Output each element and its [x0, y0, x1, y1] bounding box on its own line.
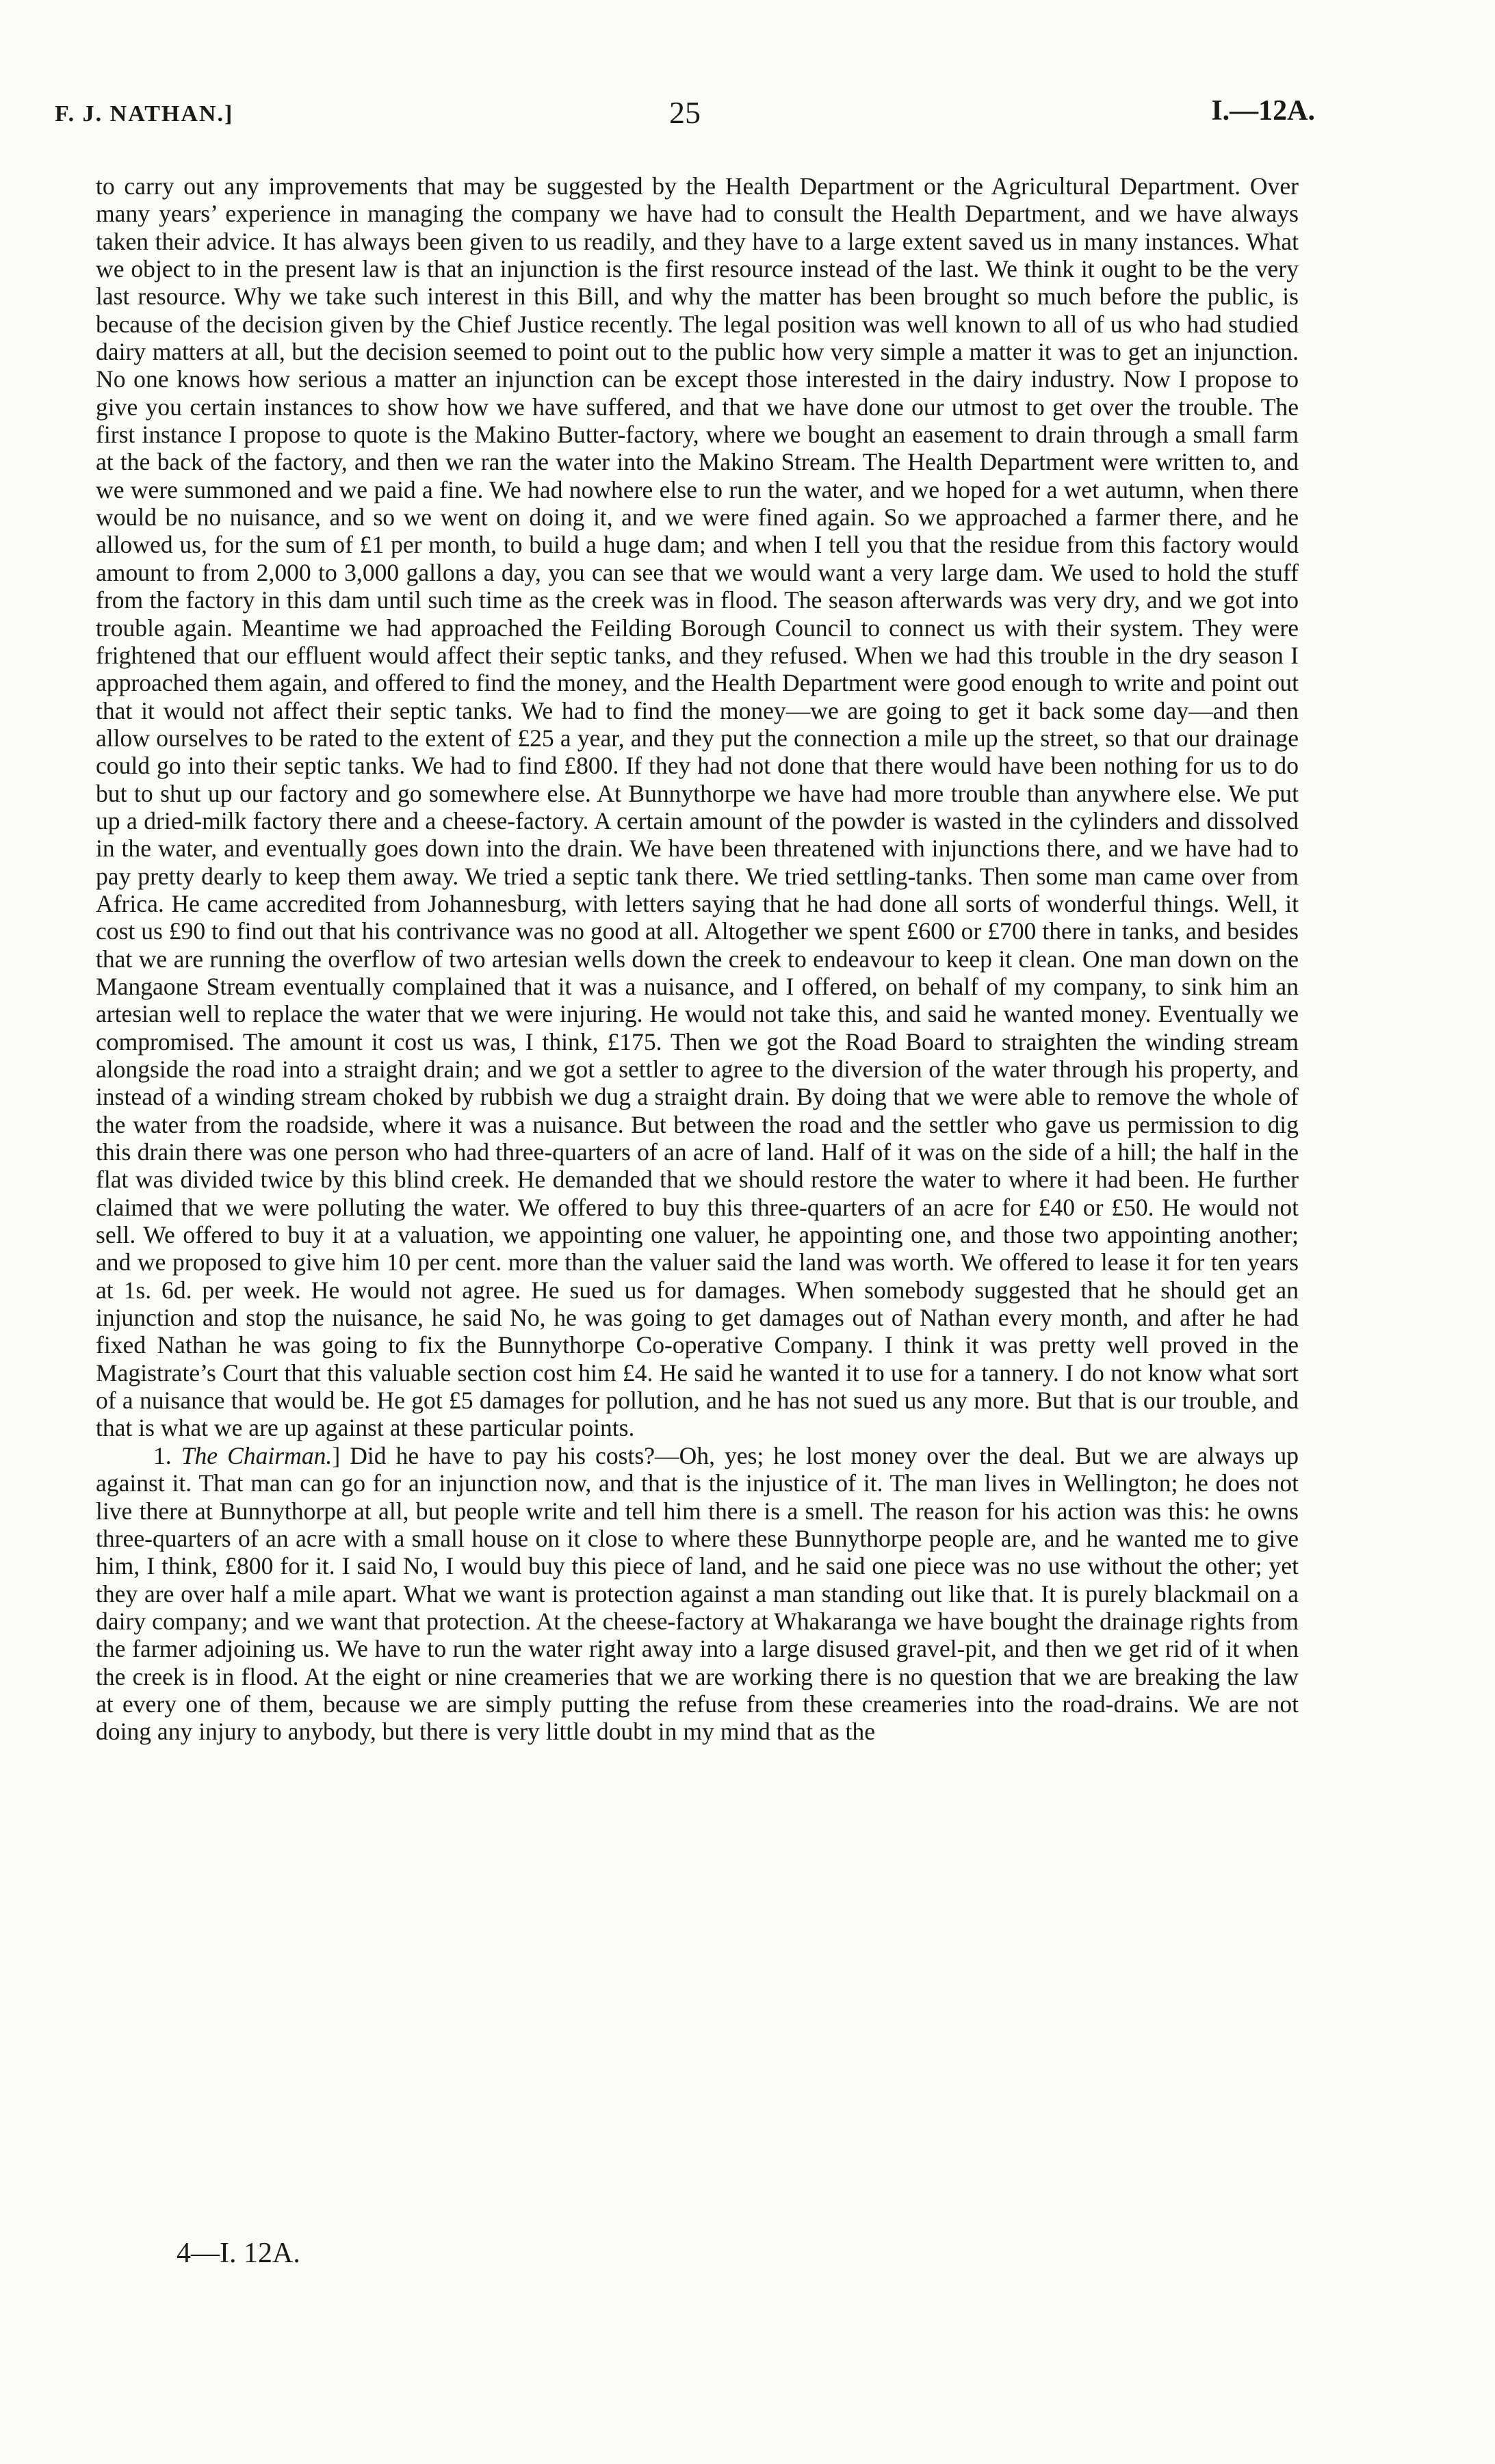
paragraph-continuation: to carry out any improvements that may be suggested by the Health Department or the Agricultural Department. Over many years’ experience in managing the company we have had to consult the Health Department, and we have always taken their advice. It has always been given to us readily, and they have to a large extent saved us in many instances. What we object to in the present law is that an injunction is the first resource instead of the last. We think it ought to be the very last resource. Why we take such interest in this Bill, and why the matter has been brought so much before the public, is because of the decision given by the Chief Justice recently. The legal position was well known to all of us who had studied dairy matters at all, but the decision seemed to point out to the public how very simple a matter it was to get an injunction. No one knows how serious a matter an injunction can be except those interested in the dairy industry. Now I propose to give you certain instances to show how we have suffered, and that we have done our utmost to get over the trouble. The first instance I propose to quote is the Makino Butter-factory, where we bought an easement to drain through a small farm at the back of the factory, and then we ran the water into the Makino Stream. The Health Department were written to, and we were summoned and we paid a fine. We had nowhere else to run the water, and we hoped for a wet autumn, when there would be no nuisance, and so we went on doing it, and we were fined again. So we approached a farmer there, and he allowed us, for the sum of £1 per month, to build a huge dam; and when I tell you that the residue from this factory would amount to from 2,000 to 3,000 gallons a day, you can see that we would want a very large dam. We used to hold the stuff from the factory in this dam until such time as the creek was in flood. The season afterwards was very dry, and we got into trouble again. Meantime we had approached the Feilding Borough Council to connect us with their system. They were frightened that our effluent would affect their septic tanks, and they refused. When we had this trouble in the dry season I approached them again, and offered to find the money, and the Health Department were good enough to write and point out that it would not affect their septic tanks. We had to find the money—we are going to get it back some day—and then allow ourselves to be rated to the extent of £25 a year, and they put the connection a mile up the street, so that our drainage could go into their septic tanks. We had to find £800. If they had not done that there would have been nothing for us to do but to shut up our factory and go somewhere else. At Bunnythorpe we have had more trouble than anywhere else. We put up a dried-milk factory there and a cheese-factory. A certain amount of the powder is wasted in the cylinders and dissolved in the water, and eventually goes down into the drain. We have been threatened with injunctions there, and we have had to pay pretty dearly to keep them away. We tried a septic tank there. We tried settling-tanks. Then some man came over from Africa. He came accredited from Johannesburg, with letters saying that he had done all sorts of wonderful things. Well, it cost us £90 to find out that his contrivance was no good at all. Altogether we spent £600 or £700 there in tanks, and besides that we are running the overflow of two artesian wells down the creek to endeavour to keep it clean. One man down on the Mangaone Stream eventually complained that it was a nuisance, and I offered, on behalf of my company, to sink him an artesian well to replace the water that we were injuring. He would not take this, and said he wanted money. Eventually we compromised. The amount it cost us was, I think, £175. Then we got the Road Board to straighten the winding stream alongside the road into a straight drain; and we got a settler to agree to the diversion of the water through his property, and instead of a winding stream choked by rubbish we dug a straight drain. By doing that we were able to remove the whole of the water from the roadside, where it was a nuisance. But between the road and the settler who gave us permission to dig this drain there was one person who had three-quarters of an acre of land. Half of it was on the side of a hill; the half in the flat was divided twice by this blind creek. He demanded that we should restore the water to where it had been. He further claimed that we were polluting the water. We offered to buy this three-quarters of an acre for £40 or £50. He would not sell. We offered to buy it at a valuation, we appointing one valuer, he appointing one, and those two appointing another; and we proposed to give him 10 per cent. more than the valuer said the land was worth. We offered to lease it for ten years at 1s. 6d. per week. He would not agree. He sued us for damages. When somebody suggested that he should get an injunction and stop the nuisance, he said No, he was going to get damages out of Nathan every month, and after he had fixed Nathan he was going to fix the Bunnythorpe Co-operative Company. I think it was pretty well proved in the Magistrate’s Court that this valuable section cost him £4. He said he wanted it to use for a tannery. I do not know what sort of a nuisance that would be. He got £5 damages for pollution, and he has not sued us any more. But that is our trouble, and that is what we are up against at these particular points. — [96, 172, 1299, 1442]
page-header — [55, 94, 1315, 142]
header-paper-reference: I.—12A. — [1211, 95, 1315, 127]
page-footer-signature: 4—I. 12A. — [177, 2238, 300, 2269]
question-answer-text: ] Did he have to pay his costs?—Oh, yes; he lost money over the deal. But we are always up against it. That man can go for an injunction now, and that is the injustice of it. The man lives in Wellington; he does not live there at Bunnythorpe at all, but people write and tell him there is a smell. The reason for his action was this: he owns three-quarters of an acre with a small house on it close to where these Bunnythorpe people are, and he wanted me to give him, I think, £800 for it. I said No, I would buy this piece of land, and he said one piece was no use without the other; yet they are over half a mile apart. What we want is protection against a man standing out like that. It is purely blackmail on a dairy company; and we want that protection. At the cheese-factory at Whakaranga we have bought the drainage rights from the farmer adjoining us. We have to run the water right away into a large disused gravel-pit, and then we get rid of it when the creek is in flood. At the eight or nine creameries that we are working there is no question that we are breaking the law at every one of them, because we are simply putting the refuse from these creameries into the road-drains. We are not doing any injury to anybody, but there is very little doubt in my mind that as the — [96, 1441, 1299, 1746]
header-witness-name: F. J. NATHAN.] — [55, 101, 234, 127]
question-speaker: The Chairman. — [181, 1441, 333, 1469]
header-page-number: 25 — [669, 95, 701, 130]
paragraph-question-1 — [96, 1442, 1299, 1746]
question-number: 1. — [153, 1441, 172, 1469]
body-text — [96, 172, 1299, 1746]
